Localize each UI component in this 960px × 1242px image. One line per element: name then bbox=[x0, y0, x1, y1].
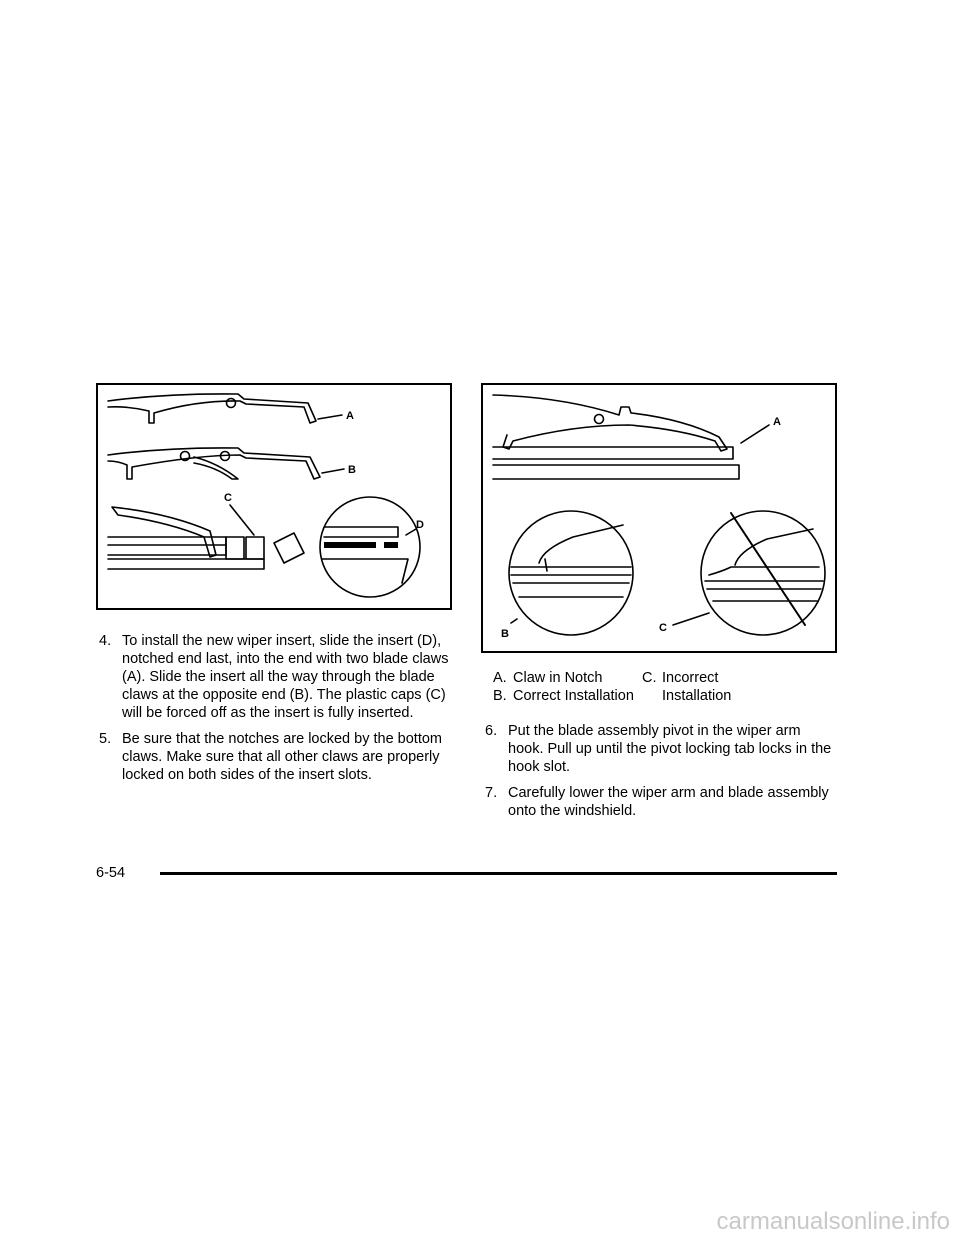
leader-a bbox=[318, 415, 342, 419]
step-number: 5. bbox=[99, 731, 112, 747]
detail-insert-upper bbox=[324, 527, 398, 537]
cap-1 bbox=[226, 537, 244, 559]
step-number: 4. bbox=[99, 633, 112, 649]
callout-c: C bbox=[659, 622, 667, 634]
caption-letter: B. bbox=[493, 688, 507, 704]
blade-lower-base bbox=[108, 559, 264, 569]
page-number: 6-54 bbox=[96, 865, 126, 881]
left-column bbox=[99, 632, 451, 792]
insert-installation-drawing bbox=[98, 385, 450, 608]
leader-a bbox=[741, 425, 769, 443]
step-text: To install the new wiper insert, slide the insert (D), notched end last, into the end with two blade claws (A). Slide the insert all the way through the blade claws at the opposite end (B). The plastic caps (C) will be forced off as the insert is fully inserted. bbox=[122, 633, 449, 721]
claw-notch-illustration bbox=[481, 383, 837, 653]
watermark: carmanualsonline.info bbox=[716, 1208, 950, 1235]
leader-b bbox=[511, 619, 517, 623]
step-number: 7. bbox=[485, 785, 498, 801]
callout-b: B bbox=[348, 464, 356, 476]
cap-2 bbox=[246, 537, 264, 559]
detail-slot-1 bbox=[324, 542, 376, 548]
removed-cap bbox=[274, 533, 304, 563]
callout-a: A bbox=[773, 416, 781, 428]
claw-notch-drawing bbox=[483, 385, 835, 651]
caption-c bbox=[642, 669, 832, 705]
callout-b: B bbox=[501, 628, 509, 640]
right-column bbox=[485, 669, 837, 828]
step-text: Put the blade assembly pivot in the wiper arm hook. Pull up until the pivot locking tab locks in the hook slot. bbox=[508, 723, 832, 775]
correct-rail bbox=[511, 567, 631, 583]
leader-d bbox=[406, 529, 416, 535]
blade-full-base bbox=[493, 465, 739, 479]
step-6 bbox=[485, 722, 837, 776]
step-5 bbox=[99, 730, 451, 784]
arm-lower bbox=[112, 507, 216, 557]
caption-text: Claw in Notch bbox=[513, 670, 603, 686]
blade-a-outline bbox=[108, 394, 316, 423]
incorrect-rail bbox=[705, 581, 823, 589]
blade-full-arm bbox=[493, 395, 727, 451]
caption-text: Correct Installation bbox=[513, 688, 634, 704]
blade-full-pivot bbox=[595, 415, 604, 424]
footer-rule bbox=[160, 872, 837, 875]
caption-column-1 bbox=[493, 669, 642, 705]
step-7 bbox=[485, 784, 837, 820]
leader-b bbox=[322, 469, 344, 473]
step-4 bbox=[99, 632, 451, 722]
callout-a: A bbox=[346, 410, 354, 422]
incorrect-strike bbox=[731, 513, 805, 625]
caption-letter: C. bbox=[642, 670, 657, 686]
step-text: Be sure that the notches are locked by the bottom claws. Make sure that all other claws are properly locked on both sides of the insert slots. bbox=[122, 731, 442, 783]
incorrect-circle bbox=[701, 511, 825, 635]
step-text: Carefully lower the wiper arm and blade assembly onto the windshield. bbox=[508, 785, 829, 819]
detail-slot-2 bbox=[384, 542, 398, 548]
detail-insert-lower bbox=[322, 559, 408, 583]
leader-c bbox=[673, 613, 709, 625]
caption-b bbox=[493, 687, 642, 705]
figure-captions bbox=[485, 669, 837, 705]
caption-letter: A. bbox=[493, 670, 507, 686]
callout-d: D bbox=[416, 519, 424, 531]
incorrect-arm bbox=[735, 529, 813, 565]
correct-circle bbox=[509, 511, 633, 635]
caption-a bbox=[493, 669, 642, 687]
caption-text: Incorrect Installation bbox=[662, 670, 732, 704]
correct-arm bbox=[539, 525, 623, 563]
blade-a-pivot bbox=[227, 399, 236, 408]
leader-c bbox=[230, 505, 254, 535]
correct-claw bbox=[545, 559, 547, 571]
incorrect-rail-top bbox=[709, 567, 819, 575]
insert-installation-illustration bbox=[96, 383, 452, 610]
blade-b-claw bbox=[194, 457, 238, 479]
caption-column-2 bbox=[642, 669, 832, 705]
blade-full-rail bbox=[493, 447, 733, 459]
callout-c: C bbox=[224, 492, 232, 504]
step-number: 6. bbox=[485, 723, 498, 739]
